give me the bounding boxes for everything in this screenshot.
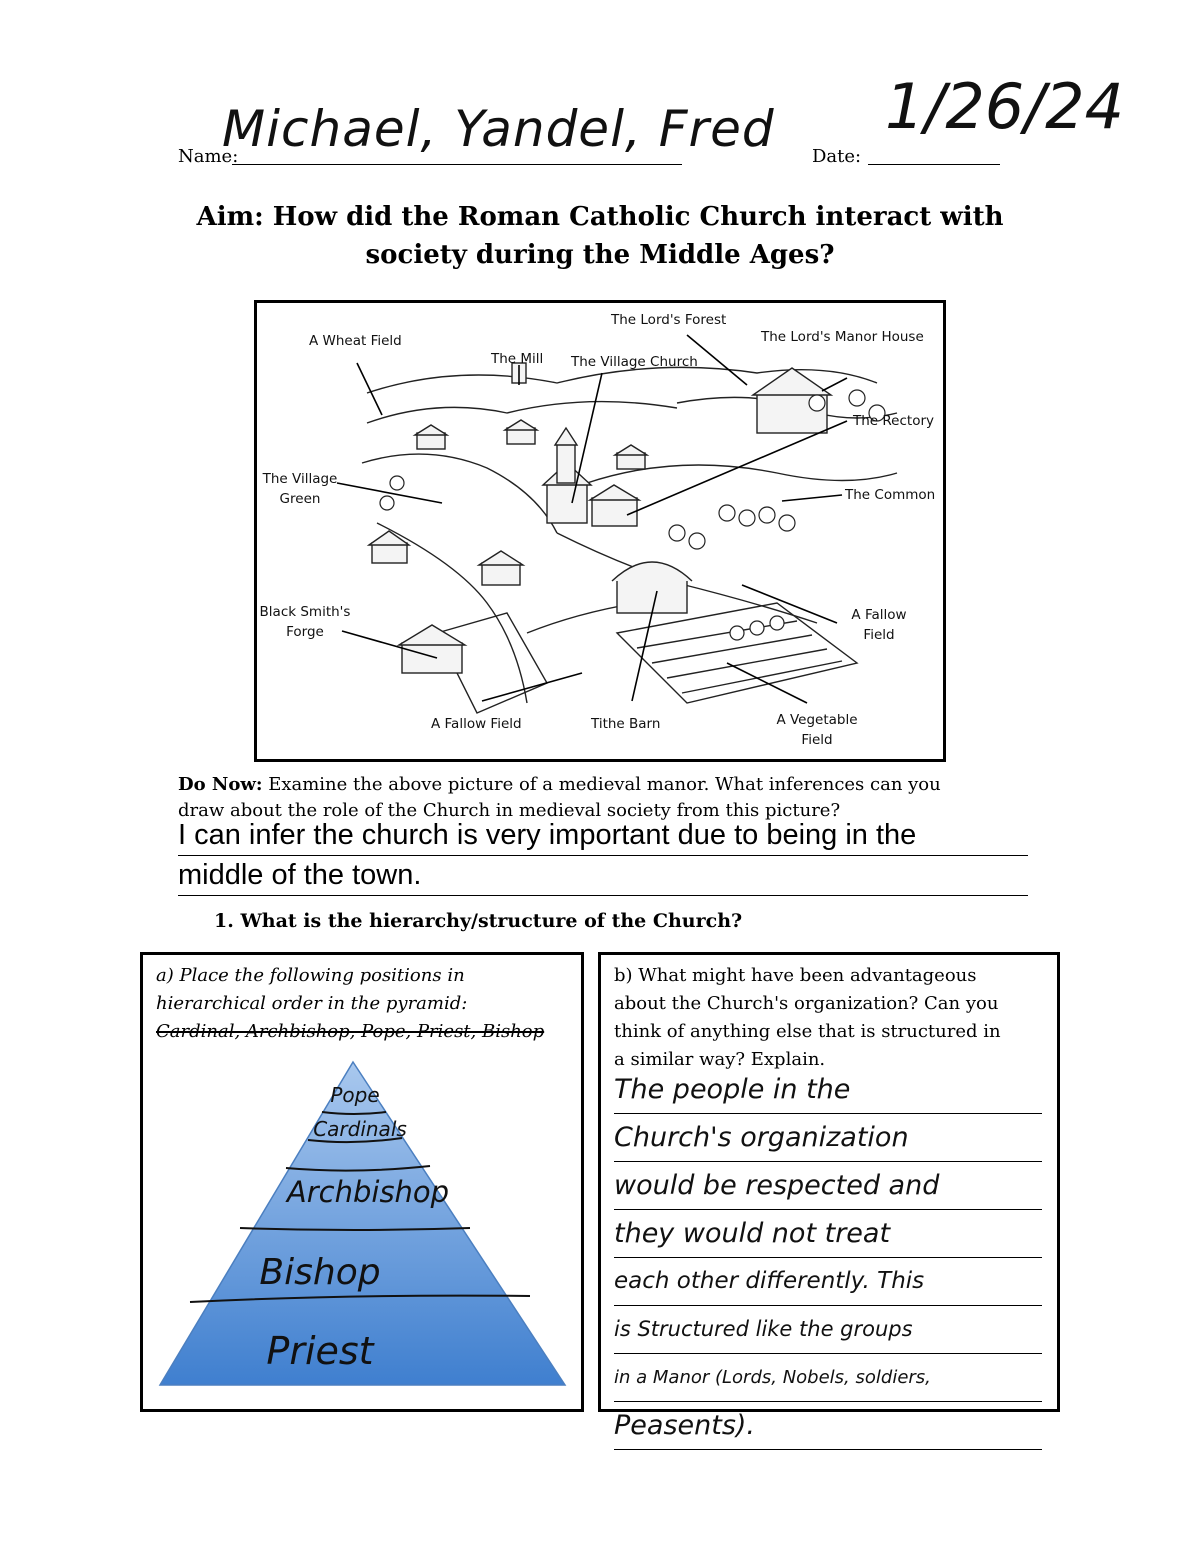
part-a-prompt-line-2: hierarchical order in the pyramid: (156, 993, 468, 1014)
part-b-prompt-line-1: b) What might have been advantageous (614, 965, 977, 986)
aim-line-1: Aim: How did the Roman Catholic Church interact with (196, 202, 1004, 232)
label-vegetable-line-2: Field (801, 732, 833, 748)
label-mill: The Mill (491, 351, 544, 367)
label-manor-house: The Lord's Manor House (761, 329, 924, 345)
part-b-prompt-line-3: think of anything else that is structured in (614, 1021, 1001, 1042)
date-value: 1/26/24 (885, 70, 1125, 143)
label-forge-line-2: Forge (286, 624, 324, 640)
name-value: Michael, Yandel, Fred (222, 100, 775, 158)
part-b-answer-line-3: would be respected and (614, 1162, 1042, 1210)
label-village-green-line-1: The Village (262, 471, 338, 487)
label-vegetable-line-1: A Vegetable (776, 712, 858, 728)
part-a-prompt-line-1: a) Place the following positions in (156, 965, 465, 986)
part-b-answer-line-4: they would not treat (614, 1210, 1042, 1258)
label-fallow-field-right (841, 605, 917, 645)
label-rectory: The Rectory (853, 413, 934, 429)
part-b-answer-line-5: each other differently. This (614, 1258, 1042, 1306)
do-now-line-2: draw about the role of the Church in medieval society from this picture? (178, 800, 841, 821)
label-fallow-field-bottom: A Fallow Field (431, 716, 522, 732)
date-field[interactable] (868, 142, 1000, 165)
manor-illustration (254, 300, 946, 762)
do-now-answer-line-2: middle of the town. (178, 856, 1028, 896)
do-now-label: Do Now: (178, 774, 263, 795)
part-b-answer-line-7: in a Manor (Lords, Nobels, soldiers, (614, 1354, 1042, 1402)
part-b-prompt-line-2: about the Church's organization? Can you (614, 993, 999, 1014)
hierarchy-pyramid (140, 1050, 584, 1400)
label-fallow-right-line-1: A Fallow (851, 607, 907, 623)
question-1-heading: 1. What is the hierarchy/structure of the Church? (214, 910, 743, 932)
pyramid-level-pope: Pope (330, 1083, 380, 1107)
label-village-green (261, 469, 339, 509)
label-lords-forest: The Lord's Forest (611, 312, 727, 328)
label-blacksmith-forge (259, 602, 351, 642)
label-village-church: The Village Church (571, 354, 698, 370)
label-vegetable-field (769, 710, 865, 750)
pyramid-level-bishop: Bishop (259, 1252, 381, 1293)
aim-title (150, 198, 1050, 274)
part-b-answer-line-6: is Structured like the groups (614, 1306, 1042, 1354)
label-wheat-field: A Wheat Field (309, 333, 402, 349)
part-a-prompt-line-3: Cardinal, Archbishop, Pope, Priest, Bishop (156, 1021, 545, 1042)
date-label: Date: (812, 146, 862, 167)
aim-line-2: society during the Middle Ages? (365, 240, 835, 270)
name-label: Name: (178, 146, 239, 167)
label-common: The Common (845, 487, 936, 503)
pyramid-level-archbishop: Archbishop (286, 1175, 450, 1209)
part-b-prompt-line-4: a similar way? Explain. (614, 1049, 826, 1070)
pyramid-level-cardinals: Cardinals (313, 1117, 407, 1141)
pyramid-level-priest: Priest (266, 1329, 374, 1373)
label-tithe-barn: Tithe Barn (591, 716, 661, 732)
do-now-answer-line-1: I can infer the church is very important due to being in the (178, 816, 1028, 856)
do-now-answer[interactable] (178, 816, 1028, 896)
part-b-answer-line-8: Peasents). (614, 1402, 1042, 1450)
part-b-prompt (614, 962, 1044, 1074)
part-b-answer-line-2: Church's organization (614, 1114, 1042, 1162)
part-b-answer[interactable] (614, 1066, 1042, 1450)
part-a-prompt (156, 962, 576, 1046)
label-village-green-line-2: Green (279, 491, 321, 507)
label-forge-line-1: Black Smith's (259, 604, 351, 620)
do-now-line-1: Examine the above picture of a medieval manor. What inferences can you (262, 774, 941, 795)
part-b-answer-line-1: The people in the (614, 1066, 1042, 1114)
label-fallow-right-line-2: Field (863, 627, 895, 643)
